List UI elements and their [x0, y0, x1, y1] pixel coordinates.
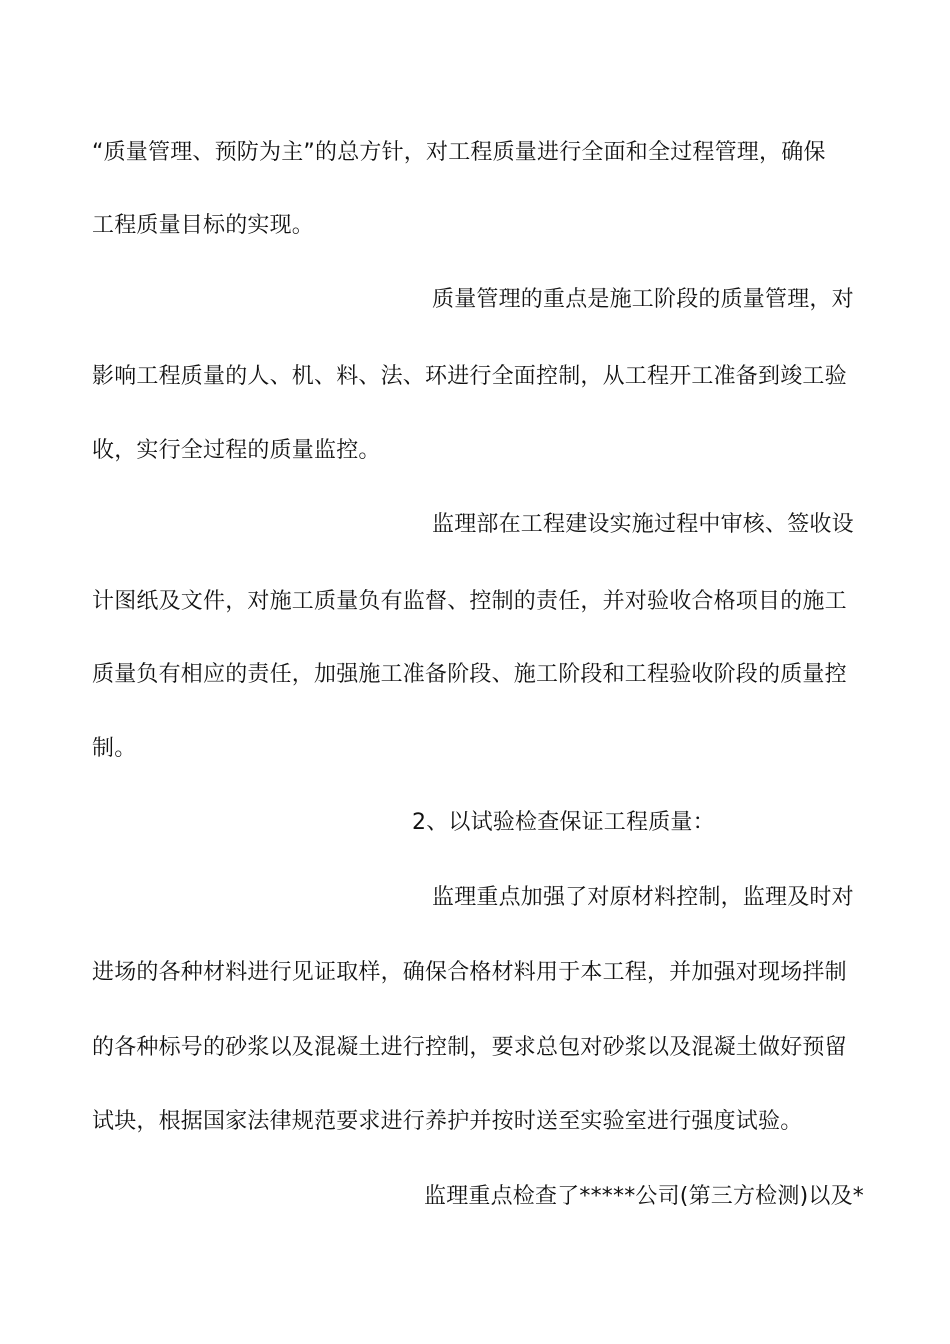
text-line: 的各种标号的砂浆以及混凝土进行控制，要求总包对砂浆以及混凝土做好预留 — [92, 1035, 847, 1060]
section-heading: 2、以试验检查保证工程质量： — [412, 810, 715, 835]
text-line: 进场的各种材料进行见证取样，确保合格材料用于本工程，并加强对现场拌制 — [92, 960, 847, 985]
text-line: 收，实行全过程的质量监控。 — [92, 438, 381, 463]
text-line: “质量管理、预防为主”的总方针，对工程质量进行全面和全过程管理，确保 — [92, 140, 826, 165]
paragraph-start-line: 质量管理的重点是施工阶段的质量管理，对 — [432, 287, 854, 312]
text-line: 计图纸及文件，对施工质量负有监督、控制的责任，并对验收合格项目的施工 — [92, 589, 847, 614]
paragraph-start-line: 监理重点加强了对原材料控制，监理及时对 — [432, 885, 854, 910]
text-line: 工程质量目标的实现。 — [92, 213, 315, 238]
text-line: 试块，根据国家法律规范要求进行养护并按时送至实验室进行强度试验。 — [92, 1109, 803, 1134]
text-line: 制。 — [92, 736, 137, 761]
paragraph-start-line: 监理部在工程建设实施过程中审核、签收设 — [432, 512, 854, 537]
text-line: 质量负有相应的责任，加强施工准备阶段、施工阶段和工程验收阶段的质量控 — [92, 662, 847, 687]
paragraph-start-line: 监理重点检查了*****公司(第三方检测)以及* — [424, 1184, 864, 1209]
text-line: 影响工程质量的人、机、料、法、环进行全面控制，从工程开工准备到竣工验 — [92, 364, 847, 389]
